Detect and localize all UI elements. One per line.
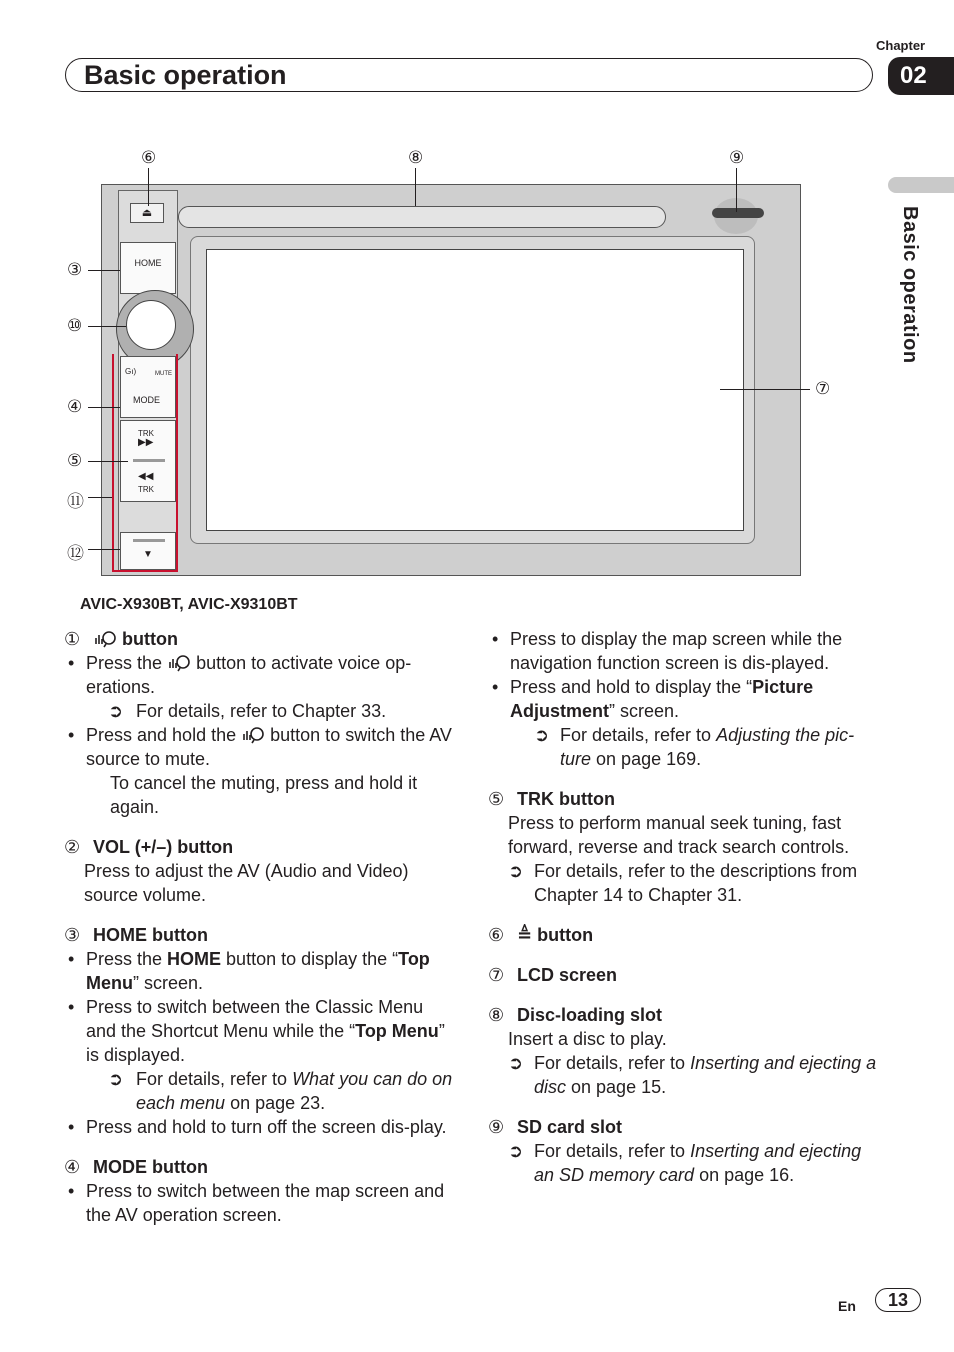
text: For details, refer to bbox=[136, 1069, 293, 1089]
item-3-title: HOME button bbox=[93, 925, 208, 945]
page-number: 13 bbox=[875, 1288, 921, 1312]
item-5-ref bbox=[488, 859, 880, 907]
trk-button bbox=[120, 420, 176, 502]
reference-arrow-icon: ➲ bbox=[508, 1141, 524, 1161]
chapter-label: Chapter bbox=[876, 38, 926, 53]
text: on page 23. bbox=[225, 1093, 326, 1113]
mic-voice-icon bbox=[93, 630, 117, 648]
bracket-line-bottom bbox=[112, 570, 178, 572]
item-9-heading bbox=[488, 1115, 880, 1139]
text: Press and hold the bbox=[86, 725, 237, 745]
bracket-line-left bbox=[112, 354, 114, 572]
leader-line-3 bbox=[88, 270, 120, 271]
text: For details, refer to the descriptions from Chapter 14 to Chapter 31. bbox=[534, 861, 858, 905]
mute-label: MUTE bbox=[155, 371, 172, 377]
item-5-number: ⑤ bbox=[488, 789, 505, 809]
leader-line-10 bbox=[88, 326, 126, 327]
italic-ref: What you can do on each menu bbox=[136, 1069, 453, 1113]
item-3-number: ③ bbox=[64, 925, 81, 945]
item-7-heading bbox=[488, 963, 880, 987]
right-column bbox=[488, 627, 880, 1187]
mic-voice-icon bbox=[167, 654, 191, 672]
text: For details, refer to bbox=[534, 1141, 691, 1161]
item-6-heading bbox=[488, 923, 880, 947]
item-9-number: ⑨ bbox=[488, 1117, 505, 1137]
item-4-bullet-2: • Press to display the map screen while the navigation function screen is dis-played. bbox=[488, 627, 880, 675]
item-4-ref bbox=[488, 723, 880, 771]
item-6-number: ⑥ bbox=[488, 925, 505, 945]
reference-arrow-icon: ➲ bbox=[534, 725, 550, 745]
reference-arrow-icon: ➲ bbox=[108, 1069, 124, 1089]
item-3-heading bbox=[64, 923, 454, 947]
mic-voice-icon: Gı) bbox=[125, 367, 137, 376]
item-4-bullet-3 bbox=[488, 675, 880, 723]
bracket-line-right bbox=[176, 354, 178, 572]
text: Press to switch between the Classic Menu and the Shortcut Menu while the “ bbox=[86, 997, 424, 1041]
item-4-bullet-1: • Press to switch between the map screen and the AV operation screen. bbox=[64, 1179, 454, 1227]
item-4-heading bbox=[64, 1155, 454, 1179]
text: ” screen. bbox=[609, 701, 680, 721]
callout-5: ⑤ bbox=[67, 451, 83, 470]
item-4-title: MODE button bbox=[93, 1157, 208, 1177]
item-9-title: SD card slot bbox=[517, 1117, 623, 1137]
leader-line-8 bbox=[415, 168, 416, 206]
trk-bottom-label: TRK bbox=[138, 485, 154, 494]
item-2-desc: Press to adjust the AV (Audio and Video) source volume. bbox=[84, 861, 409, 905]
reference-arrow-icon: ➲ bbox=[508, 1053, 524, 1073]
down-arrow-icon: ▼ bbox=[143, 549, 153, 560]
bold-text: Picture Adjustment bbox=[510, 677, 814, 721]
text: ” is displayed. bbox=[86, 1021, 445, 1065]
item-3-bullet-2 bbox=[64, 995, 454, 1067]
reference-arrow-icon: ➲ bbox=[108, 701, 124, 721]
bottom-divider bbox=[133, 539, 165, 542]
side-tab-marker bbox=[888, 177, 954, 193]
text: Press and hold to display the “ bbox=[510, 677, 753, 697]
reference-arrow-icon: ➲ bbox=[508, 861, 524, 881]
leader-line-5 bbox=[88, 461, 128, 462]
leader-line-11 bbox=[88, 497, 112, 498]
item-2-title: VOL (+/–) button bbox=[93, 837, 234, 857]
leader-line-7 bbox=[720, 389, 810, 390]
item-8-number: ⑧ bbox=[488, 1005, 505, 1025]
bold-text: Top Menu bbox=[86, 949, 430, 993]
home-button: HOME bbox=[120, 242, 176, 294]
item-9-ref bbox=[488, 1139, 880, 1187]
item-1-bullet-2 bbox=[64, 723, 454, 771]
language-label: En bbox=[838, 1298, 856, 1314]
item-8-title: Disc-loading slot bbox=[517, 1005, 663, 1025]
italic-ref: Inserting and ejecting an SD memory card bbox=[534, 1141, 862, 1185]
model-caption: AVIC-X930BT, AVIC-X9310BT bbox=[80, 596, 298, 613]
item-1-bullet-1 bbox=[64, 651, 454, 699]
callout-7: ⑦ bbox=[815, 379, 831, 398]
leader-line-4 bbox=[88, 407, 120, 408]
lcd-screen bbox=[206, 249, 744, 531]
bold-text: HOME bbox=[167, 949, 222, 969]
item-2-number: ② bbox=[64, 837, 81, 857]
text: Press the bbox=[86, 653, 163, 673]
rewind-icon: ◀◀ bbox=[138, 471, 154, 482]
trk-top-label: TRK bbox=[138, 429, 154, 438]
text: button to switch the AV source to mute. bbox=[86, 725, 452, 769]
callout-6: ⑥ bbox=[141, 148, 157, 167]
item-6-title: ≜ button bbox=[517, 925, 594, 945]
trk-divider bbox=[133, 459, 165, 462]
text: For details, refer to bbox=[534, 1053, 691, 1073]
text: Press the bbox=[86, 949, 168, 969]
callout-3: ③ bbox=[67, 260, 83, 279]
leader-line-12 bbox=[88, 549, 120, 550]
item-4-number: ④ bbox=[64, 1157, 81, 1177]
mode-button bbox=[120, 356, 176, 418]
text: button to activate voice op-erations. bbox=[86, 653, 412, 697]
eject-button bbox=[130, 203, 164, 223]
item-7-title: LCD screen bbox=[517, 965, 618, 985]
fast-forward-icon: ▶▶ bbox=[138, 437, 154, 448]
item-8-heading bbox=[488, 1003, 880, 1027]
mode-label: MODE bbox=[133, 395, 160, 405]
item-1-bullet-2-extra: To cancel the muting, press and hold it again. bbox=[110, 773, 418, 817]
callout-8: ⑧ bbox=[408, 148, 424, 167]
callout-4: ④ bbox=[67, 397, 83, 416]
text: For details, refer to bbox=[560, 725, 717, 745]
item-5-heading bbox=[488, 787, 880, 811]
item-2-heading bbox=[64, 835, 454, 859]
volume-knob bbox=[126, 300, 176, 350]
item-1-ref bbox=[64, 699, 454, 723]
callout-12: ⑫ bbox=[67, 544, 84, 563]
bold-text: Top Menu bbox=[355, 1021, 439, 1041]
callout-11: ⑪ bbox=[67, 492, 84, 511]
text: on page 16. bbox=[694, 1165, 795, 1185]
item-3-bullet-3: • Press and hold to turn off the screen dis-play. bbox=[64, 1115, 454, 1139]
text: For details, refer to Chapter 33. bbox=[136, 701, 387, 721]
slot-open-button bbox=[120, 532, 176, 570]
item-8-desc: Insert a disc to play. bbox=[508, 1029, 667, 1049]
disc-slot bbox=[178, 206, 666, 228]
italic-ref: Inserting and ejecting a disc bbox=[534, 1053, 877, 1097]
eject-icon: ⏏ bbox=[141, 207, 153, 219]
italic-ref: Adjusting the pic-ture bbox=[560, 725, 855, 769]
side-section-label: Basic operation bbox=[899, 206, 921, 364]
leader-line-6 bbox=[148, 168, 149, 206]
page-title: Basic operation bbox=[84, 60, 287, 90]
chapter-number: 02 bbox=[888, 57, 954, 95]
item-1-heading bbox=[64, 627, 454, 651]
text: on page 15. bbox=[566, 1077, 667, 1097]
item-1-number: ① bbox=[64, 629, 81, 649]
callout-9: ⑨ bbox=[729, 148, 745, 167]
text: ” screen. bbox=[133, 973, 204, 993]
item-7-number: ⑦ bbox=[488, 965, 505, 985]
leader-line-9 bbox=[736, 168, 737, 212]
text: on page 169. bbox=[591, 749, 702, 769]
item-5-desc: Press to perform manual seek tuning, fast forward, reverse and track search controls. bbox=[508, 813, 850, 857]
item-1-title: button bbox=[122, 629, 178, 649]
sd-card-slot bbox=[712, 208, 764, 218]
callout-10: ⑩ bbox=[67, 316, 83, 335]
item-3-ref bbox=[64, 1067, 454, 1115]
item-3-bullet-1 bbox=[64, 947, 454, 995]
item-8-ref bbox=[488, 1051, 880, 1099]
item-5-title: TRK button bbox=[517, 789, 615, 809]
left-column bbox=[64, 627, 454, 1227]
text: button to display the “ bbox=[221, 949, 399, 969]
mic-voice-icon bbox=[241, 726, 265, 744]
